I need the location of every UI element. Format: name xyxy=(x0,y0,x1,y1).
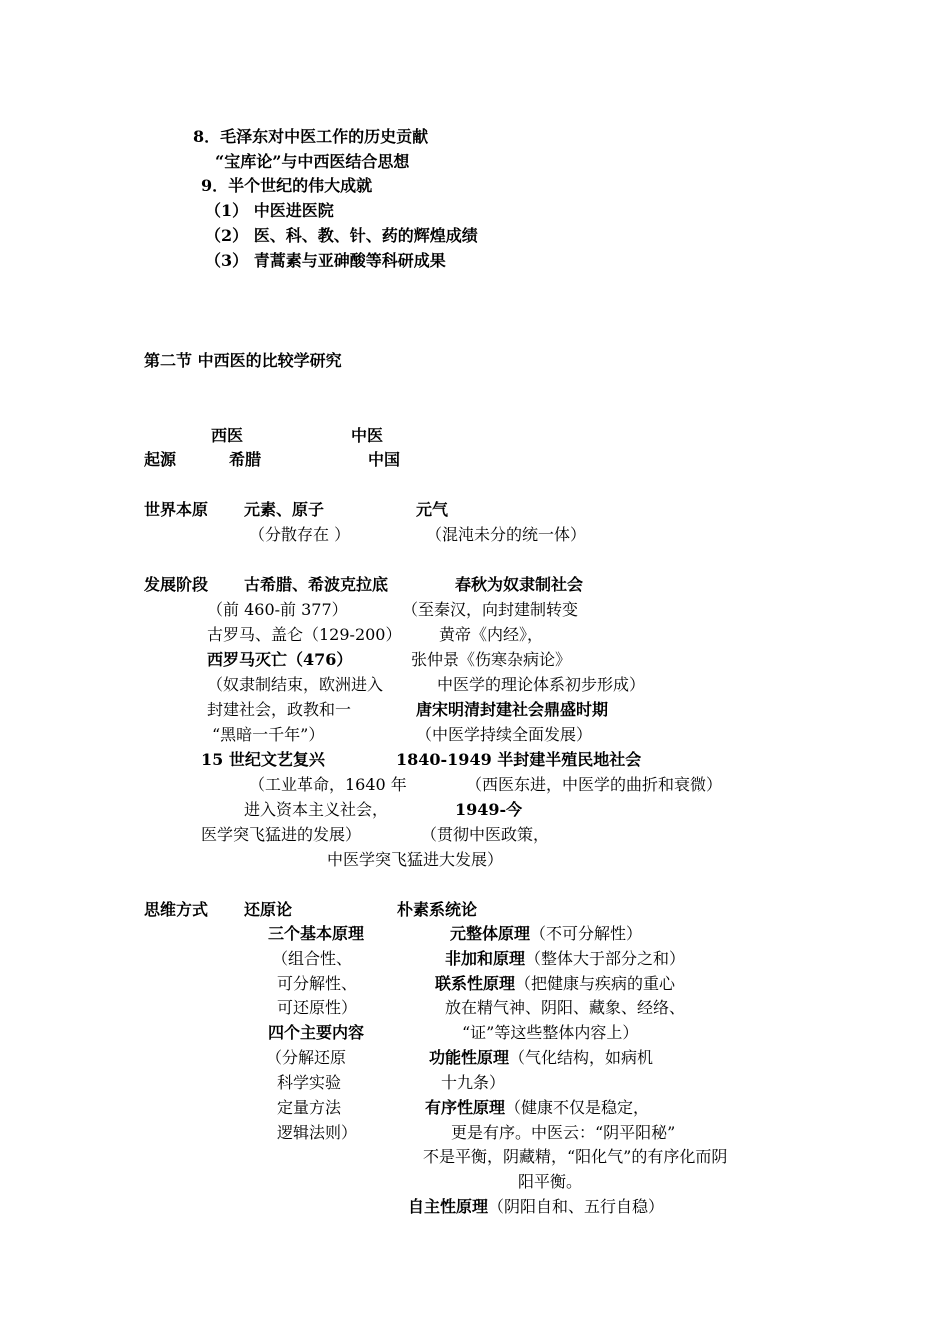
principle-name: 非加和原理 xyxy=(445,949,526,968)
china-principle-1 xyxy=(450,923,642,945)
west-principles-1: （组合性、 xyxy=(272,949,353,968)
row-label-origin-world: 世界本原 xyxy=(144,500,209,519)
dev-china-3: 黄帝《内经》， xyxy=(439,625,544,644)
china-principle-5-cont: 更是有序。中医云：“阴平阳秘” xyxy=(451,1123,676,1142)
dev-china-2: （至秦汉，向封建制转变 xyxy=(402,600,579,619)
west-contents-1: （分解还原 xyxy=(266,1048,347,1067)
dev-west-3: 古罗马、盖仑（129-200） xyxy=(207,625,402,644)
origin-china: 中国 xyxy=(368,450,401,469)
dev-china-7: （中医学持续全面发展） xyxy=(416,725,593,744)
row-label-development: 发展阶段 xyxy=(144,575,209,594)
china-principle-4-cont: 十九条） xyxy=(441,1073,506,1092)
west-contents-2: 科学实验 xyxy=(277,1073,342,1092)
principle-note: （阴阳自和、五行自稳） xyxy=(488,1197,665,1216)
principle-name: 元整体原理 xyxy=(450,924,531,943)
principle-note: （健康不仅是稳定， xyxy=(505,1098,650,1117)
principle-name: 有序性原理 xyxy=(425,1098,506,1117)
thinking-china: 朴素系统论 xyxy=(397,900,478,919)
china-principle-6 xyxy=(408,1196,664,1218)
subitem-2: （2） 医、科、教、针、药的辉煌成绩 xyxy=(205,226,478,245)
thinking-west: 还原论 xyxy=(244,900,293,919)
principle-note: （把健康与疾病的重心 xyxy=(515,974,676,993)
dev-west-5: （奴隶制结束，欧洲进入 xyxy=(207,675,384,694)
baoku-line: “宝库论”与中西医结合思想 xyxy=(215,152,410,171)
china-principle-2 xyxy=(445,948,685,970)
west-principles-3: 可还原性） xyxy=(277,998,358,1017)
world-china-note: （混沌未分的统一体） xyxy=(426,525,587,544)
dev-china-6: 唐宋明清封建社会鼎盛时期 xyxy=(416,700,609,719)
west-four-contents: 四个主要内容 xyxy=(268,1023,365,1042)
item-9-heading: 9．半个世纪的伟大成就 xyxy=(201,176,373,195)
china-principle-3-cont2: “证”等这些整体内容上） xyxy=(462,1023,639,1042)
china-principle-4 xyxy=(429,1047,653,1069)
dev-west-1: 古希腊、希波克拉底 xyxy=(244,575,389,594)
principle-note: （气化结构，如病机 xyxy=(509,1048,654,1067)
principle-name: 功能性原理 xyxy=(429,1048,510,1067)
west-contents-4: 逻辑法则） xyxy=(277,1123,358,1142)
dev-west-4: 西罗马灭亡（476） xyxy=(207,650,353,669)
china-principle-5 xyxy=(425,1097,649,1119)
dev-china-4: 张仲景《伤寒杂病论》 xyxy=(411,650,572,669)
dev-west-9: （工业革命，1640 年 xyxy=(249,775,407,794)
world-west-note: （分散存在 ） xyxy=(249,525,351,544)
world-west: 元素、原子 xyxy=(244,500,325,519)
principle-note: （不可分解性） xyxy=(530,924,643,943)
origin-west: 希腊 xyxy=(229,450,262,469)
col-header-west: 西医 xyxy=(211,426,244,445)
principle-name: 联系性原理 xyxy=(435,974,516,993)
dev-china-8: 1840-1949 半封建半殖民地社会 xyxy=(396,750,642,769)
dev-china-5: 中医学的理论体系初步形成） xyxy=(437,675,646,694)
dev-west-6: 封建社会，政教和一 xyxy=(207,700,352,719)
dev-west-2: （前 460-前 377） xyxy=(207,600,348,619)
subitem-3: （3） 青蒿素与亚砷酸等科研成果 xyxy=(205,251,446,270)
west-principles-2: 可分解性、 xyxy=(277,974,358,993)
dev-china-9: （西医东进，中医学的曲折和衰微） xyxy=(466,775,723,794)
subitem-1: （1） 中医进医院 xyxy=(205,201,334,220)
item-8-heading: 8．毛泽东对中医工作的历史贡献 xyxy=(193,127,429,146)
dev-west-10: 进入资本主义社会， xyxy=(244,800,389,819)
dev-west-11: 医学突飞猛进的发展） xyxy=(201,825,362,844)
col-header-china: 中医 xyxy=(351,426,384,445)
dev-china-10: 1949-今 xyxy=(455,800,523,819)
dev-west-8: 15 世纪文艺复兴 xyxy=(201,750,325,769)
dev-china-11: （贯彻中医政策， xyxy=(421,825,550,844)
section-title: 第二节 中西医的比较学研究 xyxy=(144,351,342,370)
row-label-origin: 起源 xyxy=(144,450,177,469)
dev-west-7: “黑暗一千年”） xyxy=(212,725,325,744)
principle-name: 自主性原理 xyxy=(408,1197,489,1216)
world-china: 元气 xyxy=(416,500,449,519)
china-principle-5-cont3: 阳平衡。 xyxy=(518,1172,583,1191)
dev-china-12: 中医学突飞猛进大发展） xyxy=(327,850,504,869)
west-three-principles: 三个基本原理 xyxy=(268,924,365,943)
west-contents-3: 定量方法 xyxy=(277,1098,342,1117)
dev-china-1: 春秋为奴隶制社会 xyxy=(455,575,584,594)
china-principle-5-cont2: 不是平衡，阴藏精，“阳化气”的有序化而阴 xyxy=(423,1147,728,1166)
row-label-thinking: 思维方式 xyxy=(144,900,209,919)
china-principle-3 xyxy=(435,973,675,995)
principle-note: （整体大于部分之和） xyxy=(525,949,686,968)
china-principle-3-cont: 放在精气神、阴阳、藏象、经络、 xyxy=(445,998,686,1017)
